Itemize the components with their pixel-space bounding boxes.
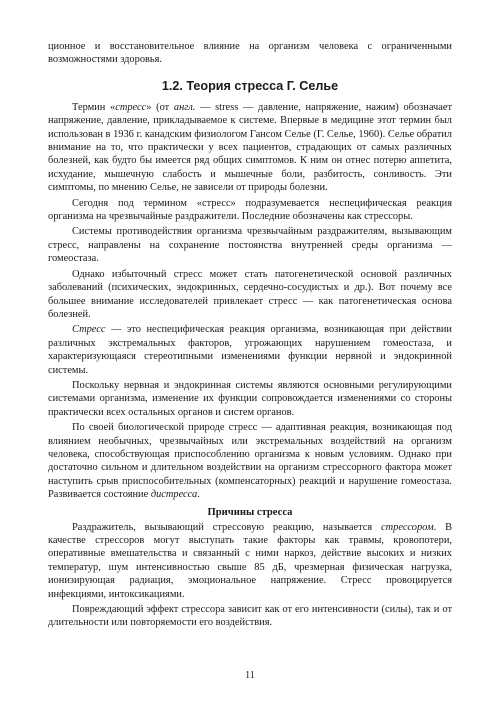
intro-paragraph: ционное и восстановительное влияние на организм человека с ограниченными возможностями здоровья. bbox=[48, 41, 452, 66]
paragraph-5-italic: Стресс bbox=[72, 324, 106, 336]
paragraph-3: Системы противодействия организма чрезвычайным раздражителям, вызывающим стресс, направлены на сохранение постоянства внутренней среды организма — гомеостаза. bbox=[48, 226, 452, 265]
paragraph-2: Сегодня под термином «стресс» подразумевается неспецифическая реакция организма на чрезвычайные раздражители. Последние обозначены как стрессоры. bbox=[48, 197, 452, 223]
paragraph-7-italic: дистресса bbox=[150, 489, 198, 501]
page-content bbox=[48, 40, 452, 632]
paragraph-5-post: — это неспецифическая реакция организма, возникающая при действии различных экстремальных факторов, угрожающих нарушением гомеостаза, и характеризующаяся стереотипными изменениями функции нервной и эндокринной системы. bbox=[48, 324, 452, 376]
section-title: 1.2. Теория стресса Г. Селье bbox=[161, 78, 339, 93]
paragraph-7-tail: . bbox=[197, 489, 200, 501]
paragraph-8-post: . В качестве стрессоров могут выступать такие факторы как травмы, кровопотери, оперативные вмешательства и связанный с ними наркоз, действие высоких и низких температур, шум интенсивностью свыше 85 дБ, чрезмерная физическая нагрузка, ионизирующая радиация, эмоциональное напряжение. Стресс провоцируется инфекциями, интоксикациями. bbox=[48, 521, 452, 600]
paragraph-9: Повреждающий эффект стрессора зависит как от его интенсивности (силы), так и от длительности или повторяемости его воздействия. bbox=[48, 604, 452, 629]
page-number: 11 bbox=[245, 670, 255, 681]
paragraph-1-italic2: англ. bbox=[173, 101, 196, 113]
paragraph-8-italic: стрессором bbox=[381, 521, 434, 533]
paragraph-4: Однако избыточный стресс может стать патогенетической основой различных заболеваний (психических, эндокринных, сердечно-сосудистых и др.). Вот почему все большее внимание исследователей привлекает стресс — как патогенетическая основа болезней. bbox=[48, 268, 452, 320]
paragraph-5 bbox=[48, 323, 452, 377]
paragraph-7 bbox=[48, 421, 452, 501]
paragraph-1-post2: — stress — давление, напряжение, нажим) обозначает напряжение, давление, прикладываемое к системе. Впервые в медицине этот термин был использован в 1936 г. канадским физиологом Гансом Селье (Г. Селье, 1960). Селье обратил внимание на то, что практически у всех пациентов, страдающих от самых различных болезней, как будто бы имеется ряд общих симптомов. К ним он отнес потерю аппетита, исхудание, мышечную слабость и мышечные боли, разбитость, сонливость. Эти симптомы, по мнению Селье, не зависели от природы болезни. bbox=[48, 101, 453, 194]
paragraph-6: Поскольку нервная и эндокринная системы являются основными регулирующими системами организма, изменение их функции сопровождается изменениями со стороны практически всех остальных органов и систем органов. bbox=[48, 379, 452, 418]
paragraph-1-pre: Термин « bbox=[72, 101, 116, 113]
paragraph-1-post: » (от bbox=[146, 101, 174, 113]
paragraph-1-italic: стресс bbox=[115, 101, 147, 113]
subsection-title: Причины стресса bbox=[207, 506, 293, 518]
paragraph-7-text: По своей биологической природе стресс — адаптивная реакция, возникающая под влиянием необычных, чрезвычайных или экстремальных воздействий на организм человека, способствующая приспособлению организма к новым условиям. Однако при достаточно сильном и длительном воздействии на организм стрессорного фактора может наступить срыв приспособительных (компенсаторных) реакций и нарушение гомеостаза. Развивается состояние bbox=[48, 422, 452, 501]
paragraph-8-pre: Раздражитель, вызывающий стрессовую реакцию, называется bbox=[72, 521, 382, 533]
paragraph-1 bbox=[48, 101, 452, 195]
paragraph-8 bbox=[48, 521, 452, 601]
